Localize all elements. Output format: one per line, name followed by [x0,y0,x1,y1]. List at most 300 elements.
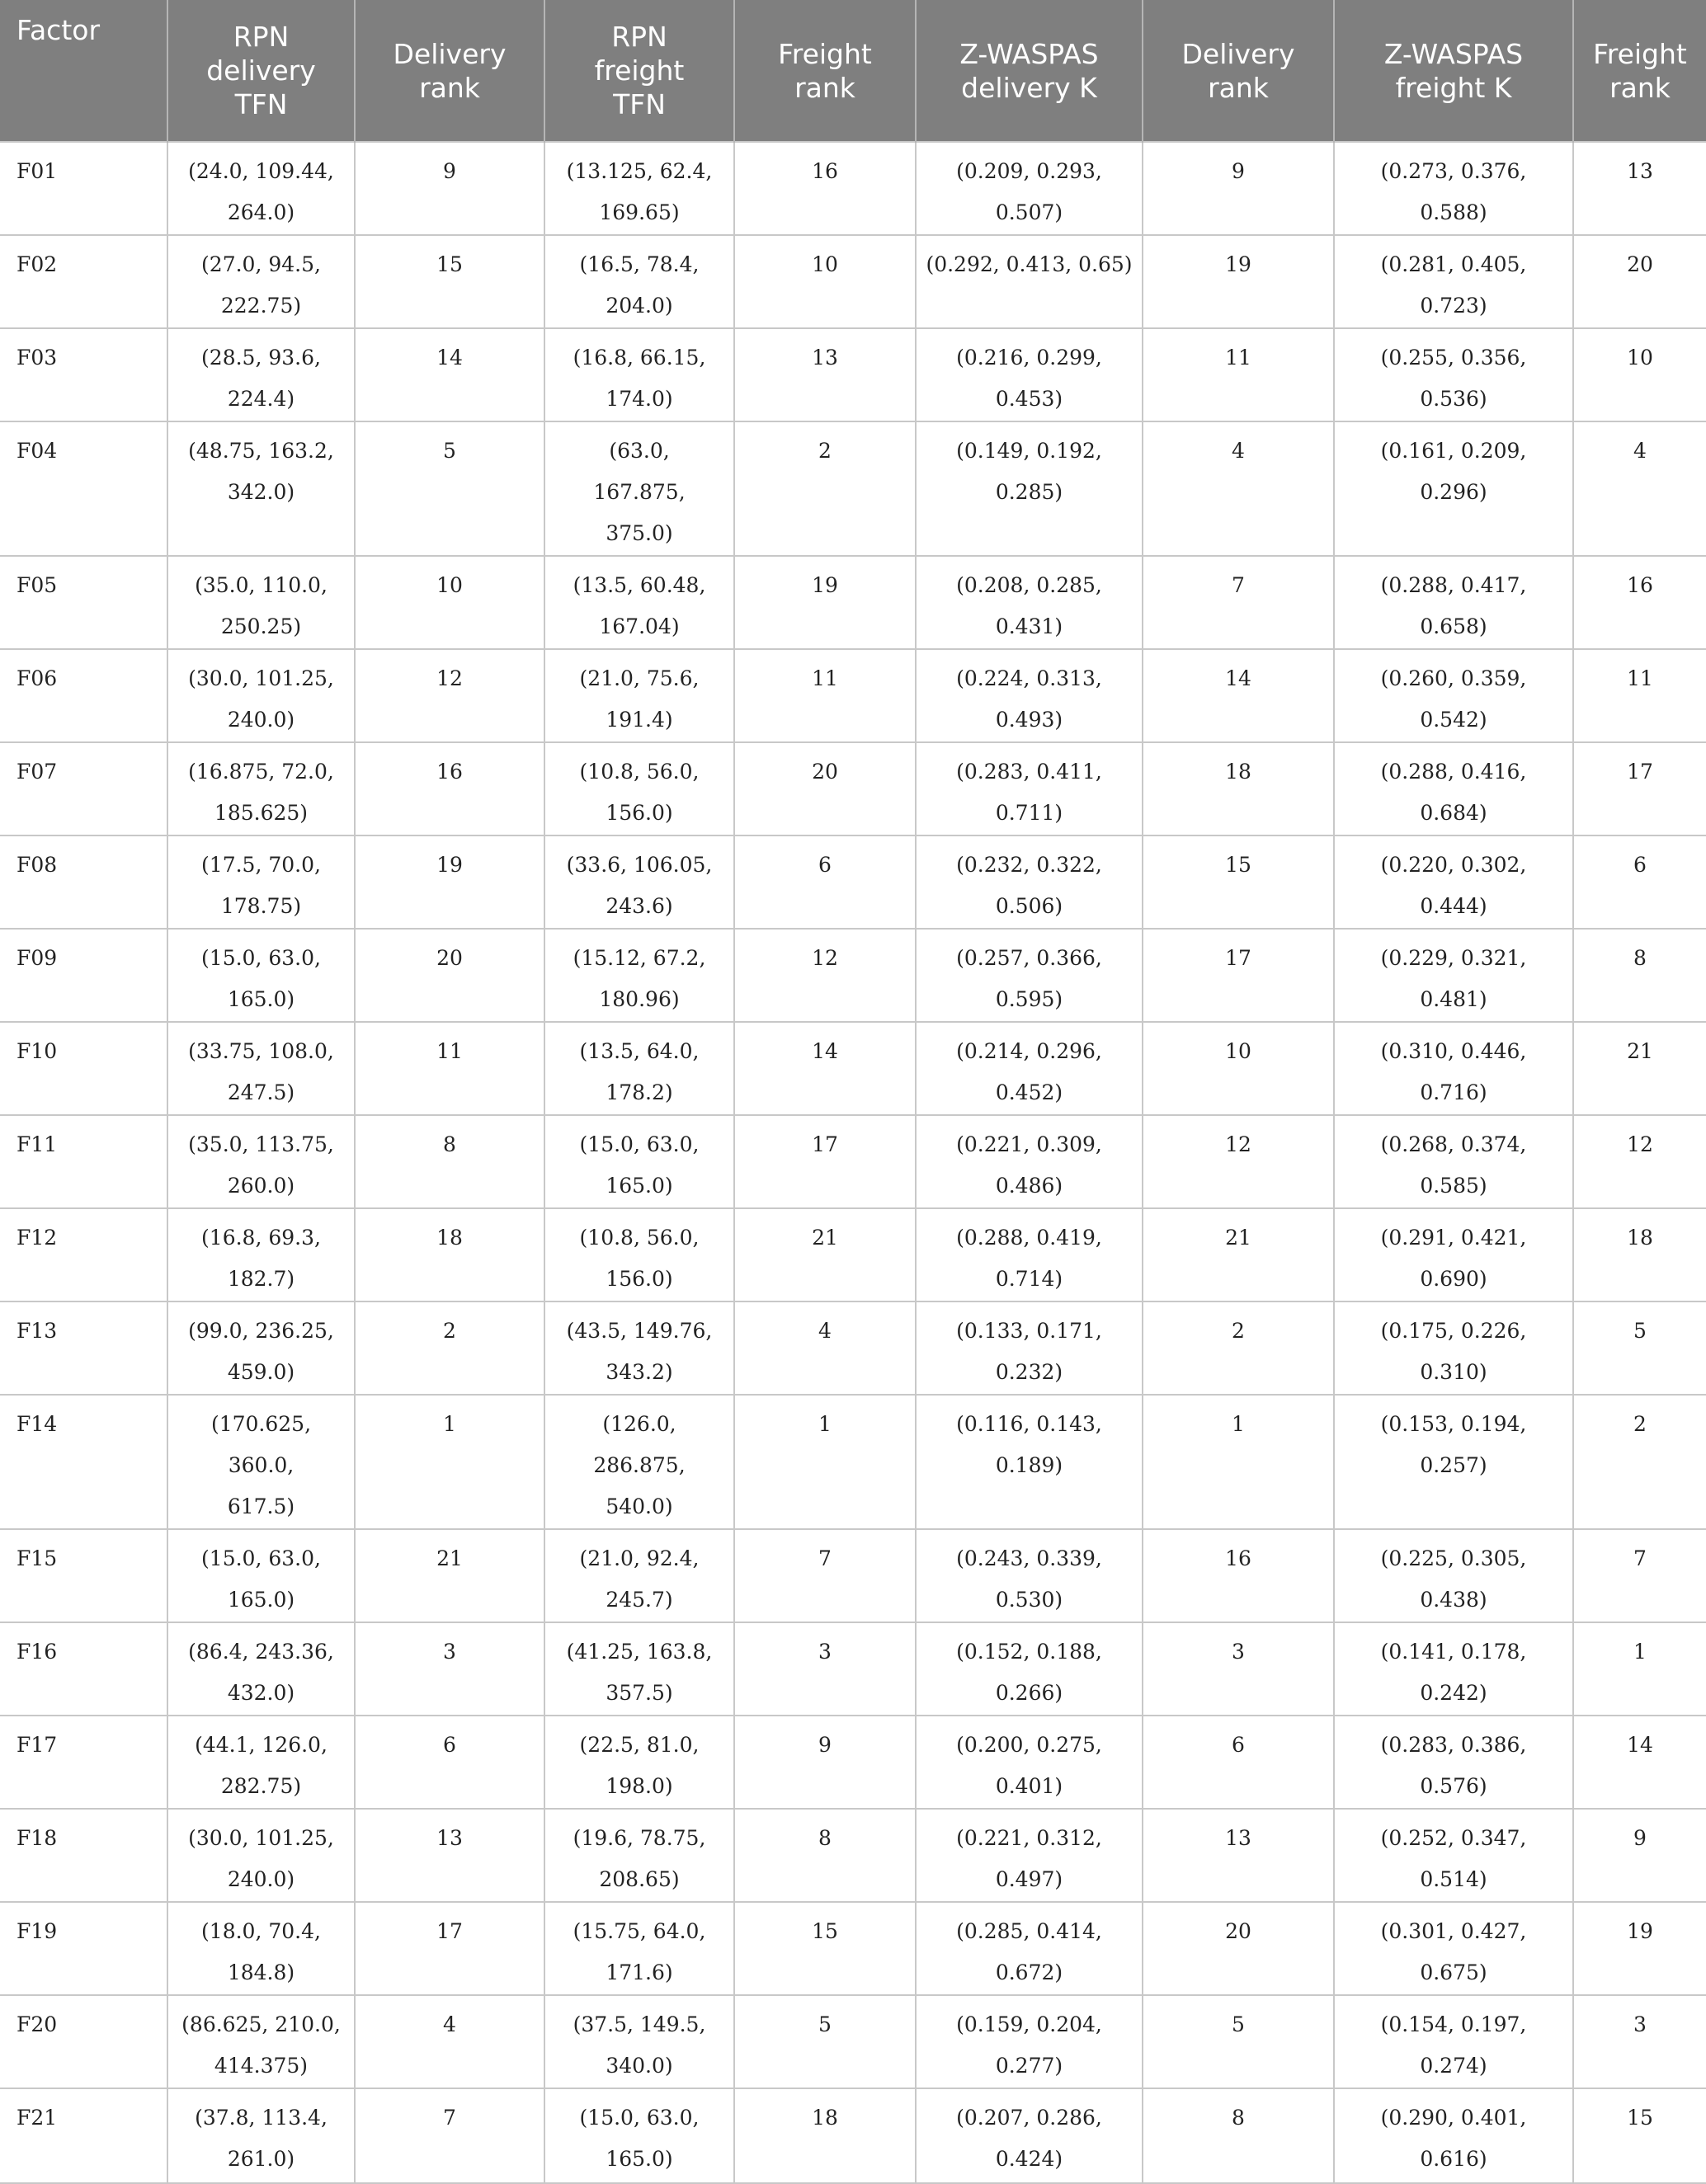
cell-text: (0.220, 0.302, [1380,853,1527,877]
cell-zwaspas-delivery-rank [1143,1622,1334,1716]
cell-text: 5 [443,439,456,463]
cell-delivery-rank [355,1208,544,1301]
cell-text: F21 [16,2106,58,2130]
column-header-line: Factor [16,14,101,46]
cell-rpn-freight-tfn [544,1809,734,1902]
cell-factor [0,235,167,328]
column-header-line: Delivery [1181,37,1295,70]
cell-text: 8 [1633,946,1647,970]
cell-text: F10 [16,1039,58,1063]
column-header-zwaspas-freight-k [1334,0,1573,142]
cell-rpn-delivery-tfn [167,1115,355,1208]
cell-text: (43.5, 149.76, [566,1319,713,1343]
cell-text: (10.8, 56.0, [579,1226,700,1250]
cell-text: 165.0) [606,1174,673,1198]
cell-text: 0.493) [995,708,1063,732]
cell-zwaspas-freight-rank [1573,649,1706,742]
cell-delivery-rank [355,1995,544,2088]
cell-rpn-freight-tfn [544,649,734,742]
cell-text: 0.658) [1420,614,1487,638]
cell-rpn-delivery-tfn [167,1022,355,1115]
table-row [0,929,1706,1022]
cell-freight-rank [734,235,916,328]
cell-text: 0.536) [1420,387,1487,411]
cell-zwaspas-freight-rank [1573,328,1706,421]
cell-zwaspas-freight-k [1334,835,1573,929]
cell-text: 184.8) [227,1960,295,1984]
cell-delivery-rank [355,929,544,1022]
cell-zwaspas-delivery-k [916,1208,1143,1301]
cell-freight-rank [734,1208,916,1301]
column-header-freight-rank [734,0,916,142]
cell-text: 9 [1232,159,1245,183]
cell-zwaspas-freight-k [1334,556,1573,649]
cell-text: (0.229, 0.321, [1380,946,1527,970]
cell-text: 180.96) [599,987,680,1011]
cell-text: 16 [812,159,838,183]
table-row [0,1395,1706,1529]
cell-freight-rank [734,835,916,929]
cell-text: 0.296) [1420,480,1487,504]
cell-text: (0.221, 0.309, [956,1132,1102,1156]
cell-text: 15 [1225,853,1251,877]
cell-text: (48.75, 163.2, [188,439,334,463]
cell-text: 3 [818,1640,832,1664]
column-header-zwaspas-freight-rank [1573,0,1706,142]
cell-text: 165.0) [227,1588,295,1612]
cell-text: (15.0, 63.0, [201,1546,321,1570]
cell-text: 178.75) [220,894,302,918]
cell-rpn-delivery-tfn [167,1395,355,1529]
cell-text: F11 [16,1132,58,1156]
cell-text: 0.716) [1420,1080,1487,1104]
cell-zwaspas-freight-k [1334,1115,1573,1208]
cell-zwaspas-delivery-rank [1143,142,1334,235]
cell-text: 240.0) [227,1867,295,1891]
cell-freight-rank [734,556,916,649]
cell-text: (0.221, 0.312, [956,1826,1102,1850]
cell-zwaspas-freight-rank [1573,556,1706,649]
cell-zwaspas-delivery-k [916,1529,1143,1622]
cell-text: 21 [436,1546,463,1570]
cell-text: 9 [818,1733,832,1757]
cell-text: 0.481) [1420,987,1487,1011]
cell-factor [0,1716,167,1809]
cell-text: 0.444) [1420,894,1487,918]
cell-rpn-freight-tfn [544,1995,734,2088]
cell-freight-rank [734,1809,916,1902]
cell-text: (33.6, 106.05, [566,853,713,877]
cell-text: (21.0, 92.4, [579,1546,700,1570]
cell-text: 178.2) [606,1080,673,1104]
cell-freight-rank [734,1115,916,1208]
cell-text: 2 [1232,1319,1245,1343]
cell-zwaspas-freight-k [1334,1529,1573,1622]
cell-zwaspas-delivery-k [916,1622,1143,1716]
cell-text: (0.301, 0.427, [1380,1919,1527,1943]
cell-rpn-freight-tfn [544,1716,734,1809]
cell-factor [0,556,167,649]
cell-text: 20 [1225,1919,1251,1943]
cell-zwaspas-delivery-k [916,1395,1143,1529]
cell-rpn-freight-tfn [544,1395,734,1529]
cell-text: 0.232) [995,1360,1063,1384]
cell-text: 224.4) [227,387,295,411]
cell-factor [0,742,167,835]
cell-zwaspas-freight-rank [1573,1529,1706,1622]
cell-text: 174.0) [606,387,673,411]
cell-text: 0.285) [995,480,1063,504]
column-header-rpn-delivery-tfn [167,0,355,142]
cell-freight-rank [734,742,916,835]
cell-text: 247.5) [227,1080,295,1104]
column-header-line: RPN [611,21,667,53]
cell-text: 16 [1627,573,1653,597]
cell-text: 19 [812,573,838,597]
cell-text: (15.0, 63.0, [579,2106,700,2130]
column-header-line: Z-WASPAS [1383,37,1524,70]
cell-text: 19 [436,853,463,877]
cell-factor [0,1395,167,1529]
cell-text: (10.8, 56.0, [579,760,700,784]
cell-text: (0.288, 0.417, [1380,573,1527,597]
cell-zwaspas-delivery-rank [1143,1716,1334,1809]
table-row [0,1995,1706,2088]
table-row [0,1208,1706,1301]
cell-text: 14 [812,1039,838,1063]
cell-freight-rank [734,1995,916,2088]
cell-text: 20 [1627,252,1653,276]
cell-text: (37.5, 149.5, [573,2012,706,2036]
cell-zwaspas-delivery-k [916,1995,1143,2088]
cell-text: 0.690) [1420,1267,1487,1291]
cell-text: (0.141, 0.178, [1380,1640,1527,1664]
cell-text: (126.0, [602,1412,676,1436]
cell-text: 0.497) [995,1867,1063,1891]
cell-zwaspas-delivery-rank [1143,1809,1334,1902]
cell-text: 282.75) [220,1774,302,1798]
cell-delivery-rank [355,1902,544,1995]
cell-rpn-freight-tfn [544,2088,734,2183]
cell-zwaspas-delivery-k [916,742,1143,835]
cell-text: 11 [1225,346,1251,369]
column-header-zwaspas-delivery-rank [1143,0,1334,142]
cell-text: 14 [1627,1733,1653,1757]
cell-zwaspas-freight-k [1334,421,1573,556]
table-row [0,649,1706,742]
cell-text: (33.75, 108.0, [188,1039,334,1063]
cell-text: 14 [1225,666,1251,690]
cell-text: 0.310) [1420,1360,1487,1384]
cell-zwaspas-freight-rank [1573,1902,1706,1995]
cell-zwaspas-delivery-k [916,1115,1143,1208]
cell-zwaspas-delivery-k [916,1902,1143,1995]
cell-factor [0,1809,167,1902]
cell-text: (0.257, 0.366, [956,946,1102,970]
cell-zwaspas-freight-k [1334,1022,1573,1115]
cell-zwaspas-freight-k [1334,1301,1573,1395]
cell-text: 357.5) [606,1681,673,1705]
cell-text: (170.625, 360.0, [210,1412,312,1477]
cell-delivery-rank [355,835,544,929]
cell-text: (0.224, 0.313, [956,666,1102,690]
cell-text: 8 [1232,2106,1245,2130]
cell-zwaspas-freight-rank [1573,1208,1706,1301]
cell-delivery-rank [355,142,544,235]
cell-rpn-freight-tfn [544,1902,734,1995]
cell-rpn-freight-tfn [544,328,734,421]
cell-rpn-freight-tfn [544,1115,734,1208]
cell-zwaspas-freight-rank [1573,1809,1706,1902]
cell-text: 1 [818,1412,832,1436]
cell-text: 6 [1633,853,1647,877]
cell-text: 167.875, [593,480,686,504]
cell-text: (0.291, 0.421, [1380,1226,1527,1250]
cell-delivery-rank [355,1622,544,1716]
cell-text: 21 [812,1226,838,1250]
cell-rpn-freight-tfn [544,1208,734,1301]
cell-zwaspas-freight-rank [1573,1301,1706,1395]
cell-zwaspas-freight-rank [1573,1622,1706,1716]
cell-zwaspas-delivery-rank [1143,1301,1334,1395]
cell-factor [0,142,167,235]
column-header-line: Freight [1593,37,1687,70]
cell-text: (13.5, 60.48, [573,573,706,597]
table-row [0,556,1706,649]
cell-text: F16 [16,1640,58,1664]
cell-text: 2 [1633,1412,1647,1436]
cell-text: (0.273, 0.376, [1380,159,1527,183]
cell-text: F02 [16,252,58,276]
cell-rpn-freight-tfn [544,556,734,649]
cell-zwaspas-delivery-rank [1143,328,1334,421]
cell-zwaspas-delivery-k [916,235,1143,328]
cell-text: 222.75) [220,294,302,318]
cell-zwaspas-delivery-rank [1143,1208,1334,1301]
cell-text: (15.75, 64.0, [573,1919,706,1943]
cell-rpn-delivery-tfn [167,929,355,1022]
cell-zwaspas-freight-k [1334,929,1573,1022]
cell-text: F18 [16,1826,58,1850]
cell-text: 13 [1225,1826,1251,1850]
cell-text: 0.507) [995,200,1063,224]
cell-rpn-freight-tfn [544,421,734,556]
cell-text: 0.672) [995,1960,1063,1984]
cell-text: 343.2) [606,1360,673,1384]
cell-text: 12 [436,666,463,690]
cell-rpn-delivery-tfn [167,328,355,421]
cell-text: 16 [1225,1546,1251,1570]
cell-text: 4 [818,1319,832,1343]
cell-text: 167.04) [599,614,680,638]
cell-zwaspas-delivery-k [916,649,1143,742]
cell-text: (0.252, 0.347, [1380,1826,1527,1850]
cell-text: 2 [443,1319,456,1343]
cell-delivery-rank [355,1809,544,1902]
cell-zwaspas-delivery-rank [1143,235,1334,328]
cell-zwaspas-delivery-k [916,1022,1143,1115]
table-row [0,742,1706,835]
cell-text: 245.7) [606,1588,673,1612]
cell-delivery-rank [355,328,544,421]
cell-text: 12 [1225,1132,1251,1156]
table-row [0,142,1706,235]
cell-zwaspas-delivery-k [916,328,1143,421]
cell-delivery-rank [355,235,544,328]
cell-text: 243.6) [606,894,673,918]
cell-text: F04 [16,439,58,463]
cell-text: (19.6, 78.75, [573,1826,706,1850]
cell-text: 0.486) [995,1174,1063,1198]
cell-text: (0.255, 0.356, [1380,346,1527,369]
cell-zwaspas-delivery-k [916,1716,1143,1809]
cell-text: 7 [1232,573,1245,597]
cell-text: 6 [1232,1733,1245,1757]
table-body [0,142,1706,2183]
cell-factor [0,421,167,556]
cell-text: 0.514) [1420,1867,1487,1891]
cell-text: 18 [1627,1226,1653,1250]
cell-delivery-rank [355,649,544,742]
table-row [0,1529,1706,1622]
cell-delivery-rank [355,421,544,556]
cell-rpn-delivery-tfn [167,742,355,835]
cell-text: (15.12, 67.2, [573,946,706,970]
cell-text: 12 [812,946,838,970]
cell-text: 10 [1225,1039,1251,1063]
cell-text: 0.274) [1420,2054,1487,2078]
cell-freight-rank [734,649,916,742]
cell-text: 0.588) [1420,200,1487,224]
cell-factor [0,649,167,742]
cell-rpn-freight-tfn [544,929,734,1022]
cell-zwaspas-freight-k [1334,742,1573,835]
cell-rpn-freight-tfn [544,1301,734,1395]
cell-text: 165.0) [606,2147,673,2171]
cell-zwaspas-delivery-k [916,421,1143,556]
cell-factor [0,1115,167,1208]
cell-text: F17 [16,1733,58,1757]
column-header-zwaspas-delivery-k [916,0,1143,142]
cell-text: (0.200, 0.275, [956,1733,1102,1757]
cell-text: F12 [16,1226,58,1250]
cell-text: (0.281, 0.405, [1380,252,1527,276]
cell-rpn-delivery-tfn [167,1301,355,1395]
cell-text: (0.208, 0.285, [956,573,1102,597]
cell-zwaspas-freight-rank [1573,742,1706,835]
cell-text: 171.6) [606,1960,673,1984]
column-header-line: freight K [1395,71,1512,104]
cell-text: 15 [812,1919,838,1943]
cell-text: 18 [436,1226,463,1250]
cell-text: (86.4, 243.36, [188,1640,334,1664]
cell-text: 0.595) [995,987,1063,1011]
column-header-delivery-rank [355,0,544,142]
cell-text: (0.216, 0.299, [956,346,1102,369]
cell-rpn-freight-tfn [544,1529,734,1622]
cell-text: 4 [1633,439,1647,463]
cell-zwaspas-freight-k [1334,1622,1573,1716]
cell-text: 240.0) [227,708,295,732]
cell-delivery-rank [355,2088,544,2183]
cell-factor [0,1622,167,1716]
cell-freight-rank [734,328,916,421]
cell-text: (15.0, 63.0, [579,1132,700,1156]
cell-zwaspas-delivery-rank [1143,1115,1334,1208]
cell-text: 8 [818,1826,832,1850]
cell-text: F06 [16,666,58,690]
cell-freight-rank [734,929,916,1022]
cell-text: (86.625, 210.0, [181,2012,341,2036]
cell-text: 0.714) [995,1267,1063,1291]
cell-text: (21.0, 75.6, [579,666,700,690]
cell-text: (35.0, 113.75, [188,1132,334,1156]
cell-zwaspas-delivery-k [916,835,1143,929]
cell-text: 0.542) [1420,708,1487,732]
cell-zwaspas-freight-k [1334,1208,1573,1301]
cell-text: F08 [16,853,58,877]
cell-text: (0.152, 0.188, [956,1640,1102,1664]
cell-text: F05 [16,573,58,597]
cell-zwaspas-delivery-rank [1143,1395,1334,1529]
cell-text: 13 [1627,159,1653,183]
cell-text: 0.576) [1420,1774,1487,1798]
cell-text: F03 [16,346,58,369]
cell-factor [0,328,167,421]
cell-zwaspas-delivery-rank [1143,742,1334,835]
cell-text: 2 [818,439,832,463]
cell-text: 0.401) [995,1774,1063,1798]
cell-text: 5 [1633,1319,1647,1343]
column-header-line: rank [1208,71,1269,104]
cell-rpn-delivery-tfn [167,235,355,328]
cell-text: F19 [16,1919,58,1943]
column-header-line: Z-WASPAS [959,37,1099,70]
cell-rpn-delivery-tfn [167,835,355,929]
cell-text: 4 [1232,439,1245,463]
cell-text: 3 [443,1640,456,1664]
cell-text: 208.65) [599,1867,680,1891]
column-header-rpn-freight-tfn [544,0,734,142]
cell-zwaspas-freight-rank [1573,1115,1706,1208]
cell-text: 156.0) [606,801,673,825]
cell-zwaspas-freight-k [1334,1995,1573,2088]
cell-text: F15 [16,1546,58,1570]
cell-rpn-freight-tfn [544,1622,734,1716]
cell-text: 3 [1633,2012,1647,2036]
table-row [0,1902,1706,1995]
cell-zwaspas-delivery-rank [1143,1022,1334,1115]
cell-zwaspas-freight-k [1334,235,1573,328]
cell-text: (0.243, 0.339, [956,1546,1102,1570]
column-header-line: Delivery [393,37,507,70]
cell-text: 3 [1232,1640,1245,1664]
cell-zwaspas-freight-k [1334,1395,1573,1529]
cell-text: 0.530) [995,1588,1063,1612]
cell-text: 185.625) [214,801,309,825]
cell-text: 340.0) [606,2054,673,2078]
cell-text: F07 [16,760,58,784]
cell-text: (63.0, [609,439,670,463]
cell-text: 21 [1225,1226,1251,1250]
cell-text: 13 [436,1826,463,1850]
cell-factor [0,1529,167,1622]
cell-rpn-delivery-tfn [167,142,355,235]
cell-text: (22.5, 81.0, [579,1733,700,1757]
cell-text: 191.4) [606,708,673,732]
cell-text: 1 [443,1412,456,1436]
cell-zwaspas-freight-rank [1573,1395,1706,1529]
